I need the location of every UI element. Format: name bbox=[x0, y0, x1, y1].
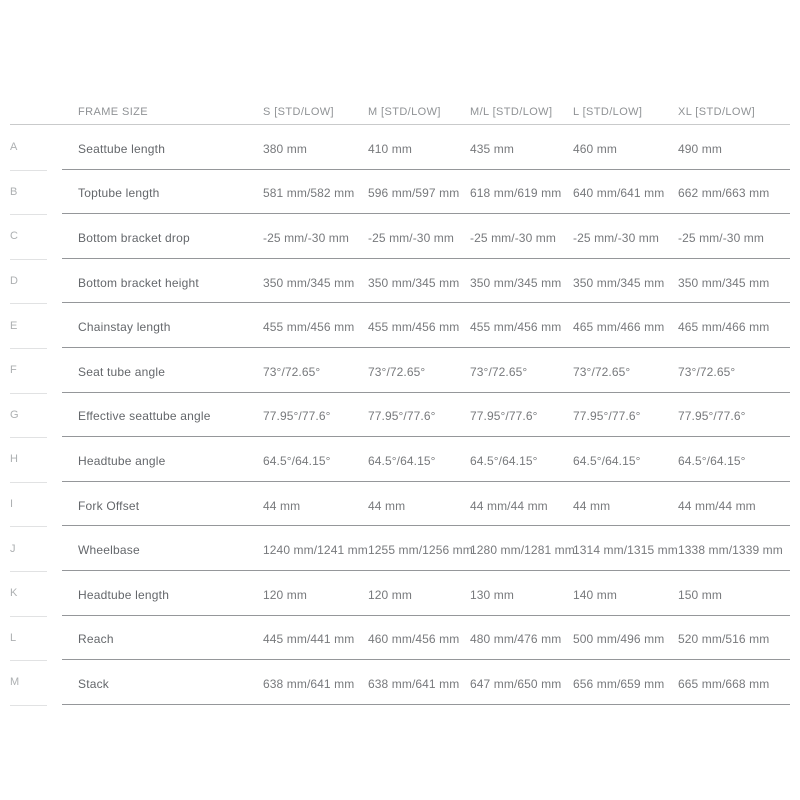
column-header-size-m: M [STD/LOW] bbox=[368, 106, 441, 118]
table-row bbox=[10, 482, 790, 527]
cell-value-m: -25 mm/-30 mm bbox=[368, 230, 454, 245]
table-row bbox=[10, 660, 790, 705]
cell-value-ml: 647 mm/650 mm bbox=[470, 676, 562, 691]
cell-value-s: 455 mm/456 mm bbox=[263, 320, 355, 335]
column-header-size-l: L [STD/LOW] bbox=[573, 106, 643, 118]
row-letter: F bbox=[10, 348, 78, 393]
row-letter: E bbox=[10, 303, 78, 348]
cell-value-xl: 64.5°/64.15° bbox=[678, 453, 746, 468]
cell-value-ml: 130 mm bbox=[470, 587, 514, 602]
row-label: Effective seattube angle bbox=[78, 409, 211, 424]
table-row bbox=[10, 259, 790, 304]
geometry-table-body bbox=[10, 125, 790, 705]
row-letter: I bbox=[10, 482, 78, 527]
row-letter: C bbox=[10, 214, 78, 259]
row-label: Reach bbox=[78, 632, 114, 647]
table-row bbox=[10, 348, 790, 393]
cell-value-xl: 350 mm/345 mm bbox=[678, 275, 770, 290]
row-label: Headtube length bbox=[78, 587, 170, 602]
geometry-table-header bbox=[10, 98, 790, 125]
row-letter: B bbox=[10, 170, 78, 215]
cell-value-s: 380 mm bbox=[263, 141, 307, 156]
table-row bbox=[10, 214, 790, 259]
cell-value-s: 77.95°/77.6° bbox=[263, 409, 331, 424]
cell-value-m: 64.5°/64.15° bbox=[368, 453, 436, 468]
cell-value-l: 1314 mm/1315 mm bbox=[573, 543, 678, 558]
column-header-frame-size: FRAME SIZE bbox=[78, 106, 149, 118]
cell-value-l: 44 mm bbox=[573, 498, 611, 513]
cell-value-xl: 150 mm bbox=[678, 587, 722, 602]
cell-value-l: 140 mm bbox=[573, 587, 617, 602]
cell-value-ml: 435 mm bbox=[470, 141, 514, 156]
cell-value-s: 64.5°/64.15° bbox=[263, 453, 331, 468]
cell-value-l: 656 mm/659 mm bbox=[573, 676, 665, 691]
row-label: Seattube length bbox=[78, 141, 166, 156]
row-letter: M bbox=[10, 660, 78, 705]
cell-value-m: 350 mm/345 mm bbox=[368, 275, 460, 290]
cell-value-m: 596 mm/597 mm bbox=[368, 186, 460, 201]
cell-value-l: 500 mm/496 mm bbox=[573, 632, 665, 647]
table-row bbox=[10, 526, 790, 571]
row-label: Headtube angle bbox=[78, 453, 166, 468]
cell-value-l: 350 mm/345 mm bbox=[573, 275, 665, 290]
cell-value-l: 465 mm/466 mm bbox=[573, 320, 665, 335]
row-label: Bottom bracket drop bbox=[78, 230, 190, 245]
row-label: Wheelbase bbox=[78, 543, 140, 558]
cell-value-l: 640 mm/641 mm bbox=[573, 186, 665, 201]
row-letter: J bbox=[10, 526, 78, 571]
cell-value-s: 638 mm/641 mm bbox=[263, 676, 355, 691]
cell-value-xl: 44 mm/44 mm bbox=[678, 498, 756, 513]
cell-value-xl: 665 mm/668 mm bbox=[678, 676, 770, 691]
table-row bbox=[10, 170, 790, 215]
table-row bbox=[10, 393, 790, 438]
cell-value-ml: 64.5°/64.15° bbox=[470, 453, 538, 468]
cell-value-l: 64.5°/64.15° bbox=[573, 453, 641, 468]
cell-value-xl: 662 mm/663 mm bbox=[678, 186, 770, 201]
cell-value-m: 410 mm bbox=[368, 141, 412, 156]
cell-value-xl: 73°/72.65° bbox=[678, 364, 736, 379]
cell-value-s: 445 mm/441 mm bbox=[263, 632, 355, 647]
column-header-size-s: S [STD/LOW] bbox=[263, 106, 335, 118]
cell-value-xl: 77.95°/77.6° bbox=[678, 409, 746, 424]
row-label: Chainstay length bbox=[78, 320, 171, 335]
header-letter-spacer bbox=[10, 111, 78, 112]
cell-value-m: 1255 mm/1256 mm bbox=[368, 543, 473, 558]
row-letter: D bbox=[10, 259, 78, 304]
row-letter: A bbox=[10, 125, 78, 170]
cell-value-ml: 480 mm/476 mm bbox=[470, 632, 562, 647]
cell-value-ml: 1280 mm/1281 mm bbox=[470, 543, 575, 558]
cell-value-xl: 490 mm bbox=[678, 141, 722, 156]
row-label: Bottom bracket height bbox=[78, 275, 199, 290]
cell-value-xl: 465 mm/466 mm bbox=[678, 320, 770, 335]
cell-value-ml: -25 mm/-30 mm bbox=[470, 230, 556, 245]
cell-value-s: 581 mm/582 mm bbox=[263, 186, 355, 201]
cell-value-ml: 350 mm/345 mm bbox=[470, 275, 562, 290]
row-label: Fork Offset bbox=[78, 498, 140, 513]
table-row bbox=[10, 303, 790, 348]
cell-value-s: -25 mm/-30 mm bbox=[263, 230, 349, 245]
cell-value-l: 77.95°/77.6° bbox=[573, 409, 641, 424]
cell-value-ml: 73°/72.65° bbox=[470, 364, 528, 379]
cell-value-m: 460 mm/456 mm bbox=[368, 632, 460, 647]
cell-value-ml: 44 mm/44 mm bbox=[470, 498, 548, 513]
row-label: Seat tube angle bbox=[78, 364, 166, 379]
cell-value-s: 1240 mm/1241 mm bbox=[263, 543, 368, 558]
cell-value-s: 350 mm/345 mm bbox=[263, 275, 355, 290]
cell-value-m: 120 mm bbox=[368, 587, 412, 602]
cell-value-xl: -25 mm/-30 mm bbox=[678, 230, 764, 245]
cell-value-s: 44 mm bbox=[263, 498, 301, 513]
cell-value-xl: 520 mm/516 mm bbox=[678, 632, 770, 647]
cell-value-m: 455 mm/456 mm bbox=[368, 320, 460, 335]
cell-value-l: 460 mm bbox=[573, 141, 617, 156]
cell-value-l: -25 mm/-30 mm bbox=[573, 230, 659, 245]
table-row bbox=[10, 437, 790, 482]
row-letter: K bbox=[10, 571, 78, 616]
cell-value-l: 73°/72.65° bbox=[573, 364, 631, 379]
row-label: Toptube length bbox=[78, 186, 160, 201]
table-row bbox=[10, 125, 790, 170]
cell-value-s: 120 mm bbox=[263, 587, 307, 602]
table-row bbox=[10, 616, 790, 661]
column-header-size-ml: M/L [STD/LOW] bbox=[470, 106, 553, 118]
cell-value-xl: 1338 mm/1339 mm bbox=[678, 543, 783, 558]
cell-value-m: 638 mm/641 mm bbox=[368, 676, 460, 691]
cell-value-m: 73°/72.65° bbox=[368, 364, 426, 379]
cell-value-m: 77.95°/77.6° bbox=[368, 409, 436, 424]
row-label: Stack bbox=[78, 676, 110, 691]
column-header-size-xl: XL [STD/LOW] bbox=[678, 106, 756, 118]
table-row bbox=[10, 571, 790, 616]
cell-value-s: 73°/72.65° bbox=[263, 364, 321, 379]
cell-value-m: 44 mm bbox=[368, 498, 406, 513]
row-letter: L bbox=[10, 616, 78, 661]
cell-value-ml: 77.95°/77.6° bbox=[470, 409, 538, 424]
cell-value-ml: 455 mm/456 mm bbox=[470, 320, 562, 335]
row-letter: H bbox=[10, 437, 78, 482]
row-letter: G bbox=[10, 393, 78, 438]
frame-geometry-table bbox=[10, 98, 790, 705]
cell-value-ml: 618 mm/619 mm bbox=[470, 186, 562, 201]
